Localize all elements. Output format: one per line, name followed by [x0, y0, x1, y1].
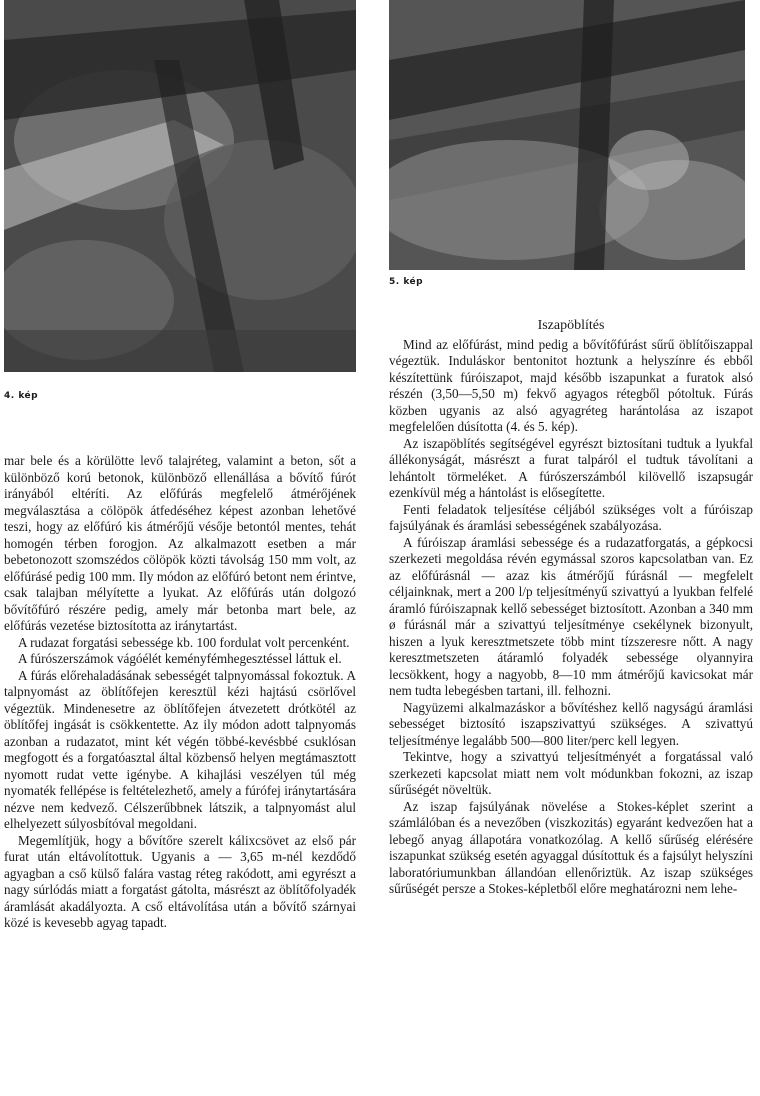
right-text-column — [389, 318, 753, 898]
paragraph: Nagyüzemi alkalmazáskor a bővítéshez kellő nagyságú áramlási sebességet biztosító iszapszivattyú szükséges. A szivattyú teljesítménye legalább 500—800 liter/perc kell legyen. — [389, 699, 753, 748]
paragraph: Mind az előfúrást, mind pedig a bővítőfúrást sűrű öblítőiszappal végeztük. Induláskor bentonitot hoztunk a helyszínre és ebből készítettünk fúróiszapot, majd később iszapunkat a furatok alsó részén (3,50—5,50 m) fekvő agyagos rétegből pótoltuk. Fúrás közben ugyanis az alsó agyagréteg harántolása az iszapot megfelelően dúsította (4. és 5. kép). — [389, 336, 753, 434]
paragraph: A fúróiszap áramlási sebessége és a rudazatforgatás, a gépkocsi szerkezeti megoldása révén egymással szoros kapcsolatban van. Ez az előfúrásnál — azaz kis átmérőjű fúrásnál — megfelelt céljainknak, mert a 200 l/p teljesítményű szivattyú a lyukban felfelé áramló fúróiszapnak kellő sebességet biztosított. Azonban a 340 mm ø fúrásnál már a szivattyú teljesítménye csekélynek bizonyult, hiszen a lyuk keresztmetszete több mint tízszeresre nőtt. A nagy keresztmetszeten átáramló folyadék sebessége olyannyira lecsökkent, hogy a nagyobb, 8—10 mm átmérőjű kavicsokat már nem tudta lebegésben tartani, ill. felhozni. — [389, 534, 753, 698]
figure-4-photo — [4, 0, 356, 372]
figure-5-photo — [389, 0, 745, 270]
paragraph: Az iszap fajsúlyának növelése a Stokes-képlet szerint a számlálóban és a nevezőben (viszkozitás) egyaránt kedvezően hat a lebegő anyag állapotára vonatkozólag. A kellő sűrűség elérésére iszapunkat szükség esetén agyaggal dúsítottuk és a fajsúlyt helyszíni laboratóriumunkban állandóan ellenőriztük. Az iszap szükséges sűrűségét persze a Stokes-képletből előre meghatározni nem lehe- — [389, 798, 753, 896]
paragraph: mar bele és a körülötte levő talajréteg, valamint a beton, sőt a különböző korú betonok, különböző ellenállása a bővítő fúrót irányából eltéríti. Az előfúrás megfelelő átmérőjének megválasztása a cölöpök átfedéséhez képest azonban lehetővé teszi, hogy az előfúró kis átmérőjű vésője betontól mentes, tehát homogén térben forogjon. Az alkalmazott esetben a már bebetonozott szomszédos cölöpök közti távolság 150 mm volt, az előfúrásé pedig 100 mm. Ily módon az előfúró betont nem érintve, csak talajban mélyítette a lyukat. Az előfúrás után dolgozó bővítőfúró részére pedig, amely már betonba mart bele, az előfúrás vezetése biztosította az iránytartást. — [4, 453, 356, 633]
paragraph: A fúrószerszámok vágóélét keményfémhegesztéssel láttuk el. — [18, 651, 342, 666]
left-text-column — [4, 453, 356, 932]
paragraph: Az iszapöblítés segítségével egyrészt biztosítani tudtuk a lyukfal állékonyságát, másrészt a furat talpáról el tudtuk távolítani a lehántolt törmeléket. A fúrószerszámból kilövellő iszapsugár ezenkívül még a hántolást is elősegítette. — [389, 435, 753, 500]
paragraph: A fúrás előrehaladásának sebességét talpnyomással fokoztuk. A talpnyomást az öblítőfejen keresztül kézi hajtású csörlővel végeztük. Mindenesetre az öblítőfejen átvezetett drótkötél az öblítőfej ingását is csökkentette. Az ily módon adott talpnyomás azonban a rudazatot, mint két végén többé-kevésbbé csuklósan megfogott és a forgatóasztal által közbenső helyen megtámasztott nyomott rudat vette igénybe. A kihajlási veszélyen túl még nyomaték fellépése is feltételezhető, amely a fúrófej iránytartására nézve nem kedvező. Célszerűbbnek látszik, a talpnyomást alul elhelyezett súlyosbítóval megoldani. — [4, 667, 356, 831]
paragraph: Megemlítjük, hogy a bővítőre szerelt kálixcsövet az első pár furat után eltávolítottuk. Ugyanis a — 3,65 m-nél kezdődő agyagban a cső külső falára vastag réteg rakódott, ami egyrészt a nagy súrlódás miatt a forgatást gátolta, másrészt az öblítőfolyadék áramlását akadályozta. A cső eltávolítása után a bővítő szárnyai közé is kevesebb agyag tapadt. — [4, 832, 356, 930]
figure-5-caption: 5. kép — [389, 277, 424, 287]
paragraph: A rudazat forgatási sebessége kb. 100 fordulat volt percenként. — [18, 634, 350, 650]
paragraph: Fenti feladatok teljesítése céljából szükséges volt a fúróiszap fajsúlyának és áramlási sebességének szabályozása. — [389, 501, 753, 533]
paragraph: Tekintve, hogy a szivattyú teljesítményét a forgatással való szerkezeti kapcsolat miatt nem volt módunkban fokozni, az iszap sűrűségét növeltük. — [389, 749, 753, 797]
section-heading: Iszapöblítés — [537, 318, 605, 333]
figure-4-caption: 4. kép — [4, 391, 39, 401]
